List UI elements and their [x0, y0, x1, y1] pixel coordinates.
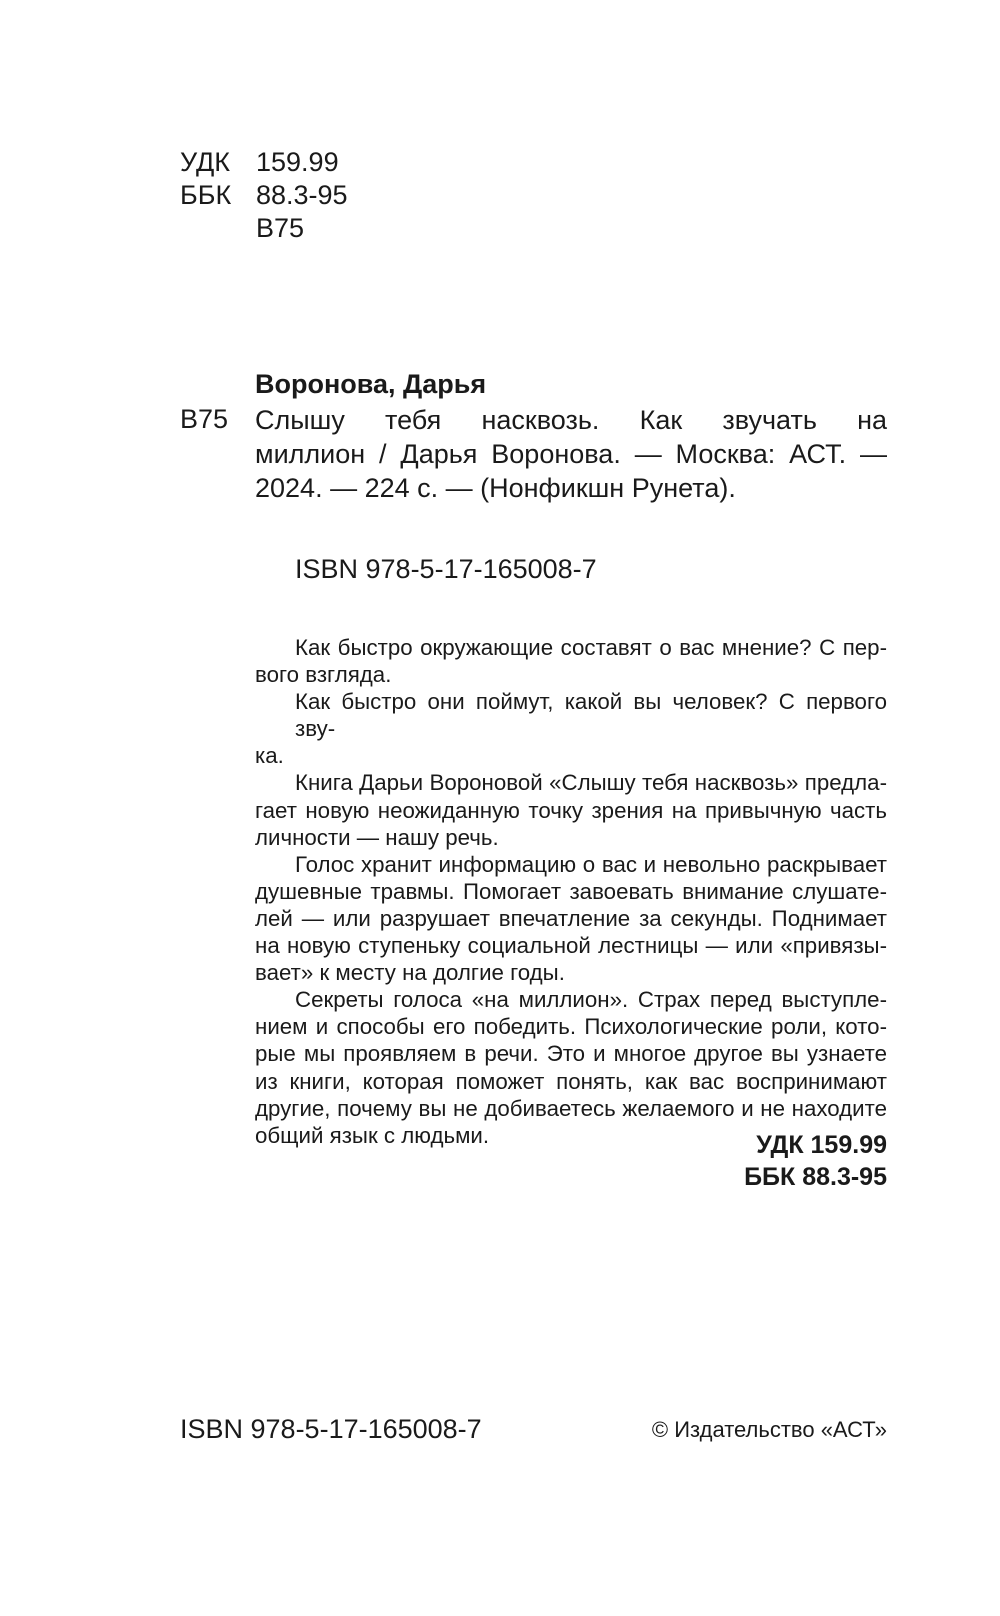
annotation-line: Голос хранит информацию о вас и невольно раскрывает	[295, 851, 887, 877]
bib-line: 2024. — 224 с. — (Нонфикшн Рунета).	[255, 473, 736, 503]
bottom-bbk: ББК 88.3-95	[744, 1163, 887, 1191]
annotation-line: личности — нашу речь.	[255, 824, 499, 850]
author-mark-value: В75	[256, 213, 305, 243]
author-mark-row	[180, 212, 348, 245]
udk-value: 159.99	[256, 147, 339, 177]
annotation-line: на новую ступеньку социальной лестницы — или «привязы-	[255, 933, 887, 959]
annotation-line: Как быстро они поймут, какой вы человек? С первого зву-	[295, 689, 887, 742]
bibliographic-description	[255, 403, 887, 505]
annotation-line: лей — или разрушает впечатление за секунды. Поднимает	[255, 905, 887, 931]
annotation-line: Книга Дарьи Вороновой «Слышу тебя насквозь» предла-	[295, 770, 887, 796]
annotation-line: вого взгляда.	[255, 662, 392, 688]
annotation-line: Секреты голоса «на миллион». Страх перед выступле-	[295, 987, 887, 1013]
udk-label: УДК	[180, 147, 230, 177]
bbk-label: ББК	[180, 180, 232, 210]
annotation-line: гает новую неожиданную точку зрения на привычную часть	[255, 797, 887, 823]
bbk-value: 88.3-95	[256, 180, 348, 210]
author-mark-label	[180, 212, 256, 245]
entry-isbn: ISBN 978-5-17-165008-7	[295, 554, 597, 584]
bbk-row	[180, 179, 348, 212]
classification-codes	[180, 146, 348, 245]
bottom-udk: УДК 159.99	[756, 1131, 887, 1159]
bib-line: миллион / Дарья Воронова. — Москва: АСТ. —	[255, 439, 887, 469]
udk-row	[180, 146, 348, 179]
entry-author-mark: В75	[180, 404, 229, 434]
annotation-line: другие, почему вы не добиваетесь желаемого и не находите	[255, 1095, 887, 1121]
annotation	[255, 634, 887, 1149]
annotation-line: общий язык с людьми.	[255, 1122, 490, 1148]
annotation-line: Как быстро окружающие составят о вас мнение? С пер-	[295, 635, 887, 660]
annotation-line: душевные травмы. Помогает завоевать внимание слушате-	[255, 878, 887, 904]
author-heading: Воронова, Дарья	[255, 369, 487, 399]
annotation-line: нием и способы его победить. Психологические роли, кото-	[255, 1014, 887, 1040]
bib-line: Слышу тебя насквозь. Как звучать на	[255, 405, 887, 435]
annotation-line: рые мы проявляем в речи. Это и многое другое вы узнаете	[255, 1041, 887, 1067]
annotation-line: ка.	[255, 743, 284, 769]
publisher-copyright: © Издательство «АСТ»	[651, 1417, 887, 1442]
annotation-line: из книги, которая поможет понять, как вас воспринимают	[255, 1068, 887, 1094]
footer-isbn: ISBN 978-5-17-165008-7	[180, 1414, 482, 1444]
bottom-classification-codes	[720, 1129, 887, 1193]
annotation-line: вает» к месту на долгие годы.	[255, 960, 565, 986]
